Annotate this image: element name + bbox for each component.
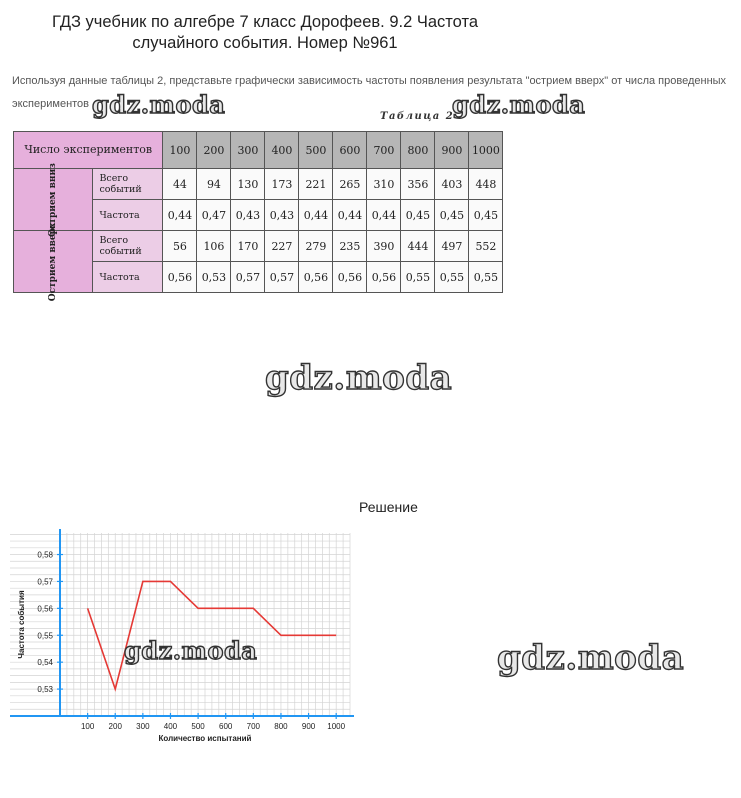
table-cell: 0,44 — [367, 200, 401, 231]
table-cell: 403 — [435, 169, 469, 200]
table-header-cell: 800 — [401, 132, 435, 169]
table-cell: 173 — [265, 169, 299, 200]
table-row-label: Частота — [93, 200, 163, 231]
x-tick-label: 700 — [246, 722, 261, 731]
x-tick-label: 800 — [274, 722, 288, 731]
table-cell: 0,44 — [299, 200, 333, 231]
x-tick-label: 900 — [301, 722, 316, 731]
table-header-cell: 300 — [231, 132, 265, 169]
x-tick-label: 300 — [136, 722, 150, 731]
page-title-line-1: ГДЗ учебник по алгебре 7 класс Дорофеев. 9.2 Частота — [52, 13, 478, 31]
table-cell: 0,56 — [163, 262, 197, 293]
table-cell: 56 — [163, 231, 197, 262]
y-tick-label: 0,58 — [37, 550, 53, 560]
table-caption: Таблица 2 — [380, 111, 455, 122]
table-row — [14, 169, 503, 200]
x-tick-label: 100 — [80, 722, 95, 731]
y-tick-label: 0,55 — [37, 631, 53, 641]
table-cell: 44 — [163, 169, 197, 200]
table-cell: 0,57 — [231, 262, 265, 293]
solution-label: Решение — [359, 499, 418, 515]
page-title — [0, 12, 530, 54]
table-cell: 0,56 — [333, 262, 367, 293]
table-cell: 0,44 — [163, 200, 197, 231]
table-cell: 170 — [231, 231, 265, 262]
table-cell: 279 — [299, 231, 333, 262]
watermark: gdz.moda — [124, 636, 258, 665]
table-header-cell: 200 — [197, 132, 231, 169]
table-group-label-text: Острием вниз — [48, 162, 59, 237]
table-cell: 0,56 — [299, 262, 333, 293]
table-cell: 130 — [231, 169, 265, 200]
table-cell: 310 — [367, 169, 401, 200]
table-cell: 94 — [197, 169, 231, 200]
table-cell: 0,47 — [197, 200, 231, 231]
table-row-label: Всего событий — [93, 169, 163, 200]
table-cell: 0,53 — [197, 262, 231, 293]
table-row-label: Частота — [93, 262, 163, 293]
table-cell: 0,55 — [401, 262, 435, 293]
y-tick-label: 0,57 — [37, 577, 53, 587]
table-header-cell: 1000 — [469, 132, 503, 169]
table-cell: 227 — [265, 231, 299, 262]
table-cell: 0,57 — [265, 262, 299, 293]
y-tick-label: 0,54 — [37, 658, 53, 668]
table-group-label-text: Острием вверх — [48, 222, 59, 301]
table-cell: 552 — [469, 231, 503, 262]
table-cell: 390 — [367, 231, 401, 262]
table-cell: 221 — [299, 169, 333, 200]
table-cell: 448 — [469, 169, 503, 200]
table-cell: 235 — [333, 231, 367, 262]
table-row-label: Всего событий — [93, 231, 163, 262]
table-header-cell: 600 — [333, 132, 367, 169]
table-cell: 0,45 — [435, 200, 469, 231]
watermark: gdz.moda — [265, 358, 453, 398]
frequency-line-chart — [10, 521, 362, 748]
table-cell: 444 — [401, 231, 435, 262]
table-cell: 0,56 — [367, 262, 401, 293]
table-cell: 0,45 — [401, 200, 435, 231]
table-header-cell: 700 — [367, 132, 401, 169]
x-tick-label: 400 — [163, 722, 178, 731]
table-corner-label: Число экспериментов — [14, 132, 163, 169]
table-group-label — [14, 222, 93, 301]
table-header-cell: 100 — [163, 132, 197, 169]
table-cell: 0,43 — [231, 200, 265, 231]
table-cell: 356 — [401, 169, 435, 200]
table-row — [14, 231, 503, 262]
watermark: gdz.moda — [452, 90, 586, 119]
table-group-label — [14, 162, 93, 237]
watermark: gdz.moda — [497, 638, 685, 678]
task-text: Используя данные таблицы 2, представьте графически зависимость частоты появления результата "острием вверх" от числа проведенных экспериментов — [12, 75, 727, 110]
table-header-cell: 900 — [435, 132, 469, 169]
y-tick-label: 0,56 — [37, 604, 53, 614]
x-tick-label: 600 — [219, 722, 233, 731]
table-cell: 0,55 — [435, 262, 469, 293]
x-tick-label: 200 — [108, 722, 122, 731]
y-axis-label: Частота события — [17, 590, 26, 659]
table-cell: 0,45 — [469, 200, 503, 231]
table-cell: 106 — [197, 231, 231, 262]
watermark: gdz.moda — [92, 90, 226, 119]
y-tick-label: 0,53 — [37, 685, 53, 695]
table-header-cell: 400 — [265, 132, 299, 169]
x-tick-label: 500 — [191, 722, 205, 731]
table-cell: 0,55 — [469, 262, 503, 293]
page-title-line-2: случайного события. Номер №961 — [132, 34, 398, 52]
table-header-cell: 500 — [299, 132, 333, 169]
table-cell: 265 — [333, 169, 367, 200]
table-cell: 0,44 — [333, 200, 367, 231]
table-header-row — [14, 132, 503, 169]
x-tick-label: 1000 — [327, 722, 346, 731]
data-table — [13, 131, 503, 301]
table-cell: 497 — [435, 231, 469, 262]
x-axis-label: Количество испытаний — [158, 734, 252, 743]
table-cell: 0,43 — [265, 200, 299, 231]
